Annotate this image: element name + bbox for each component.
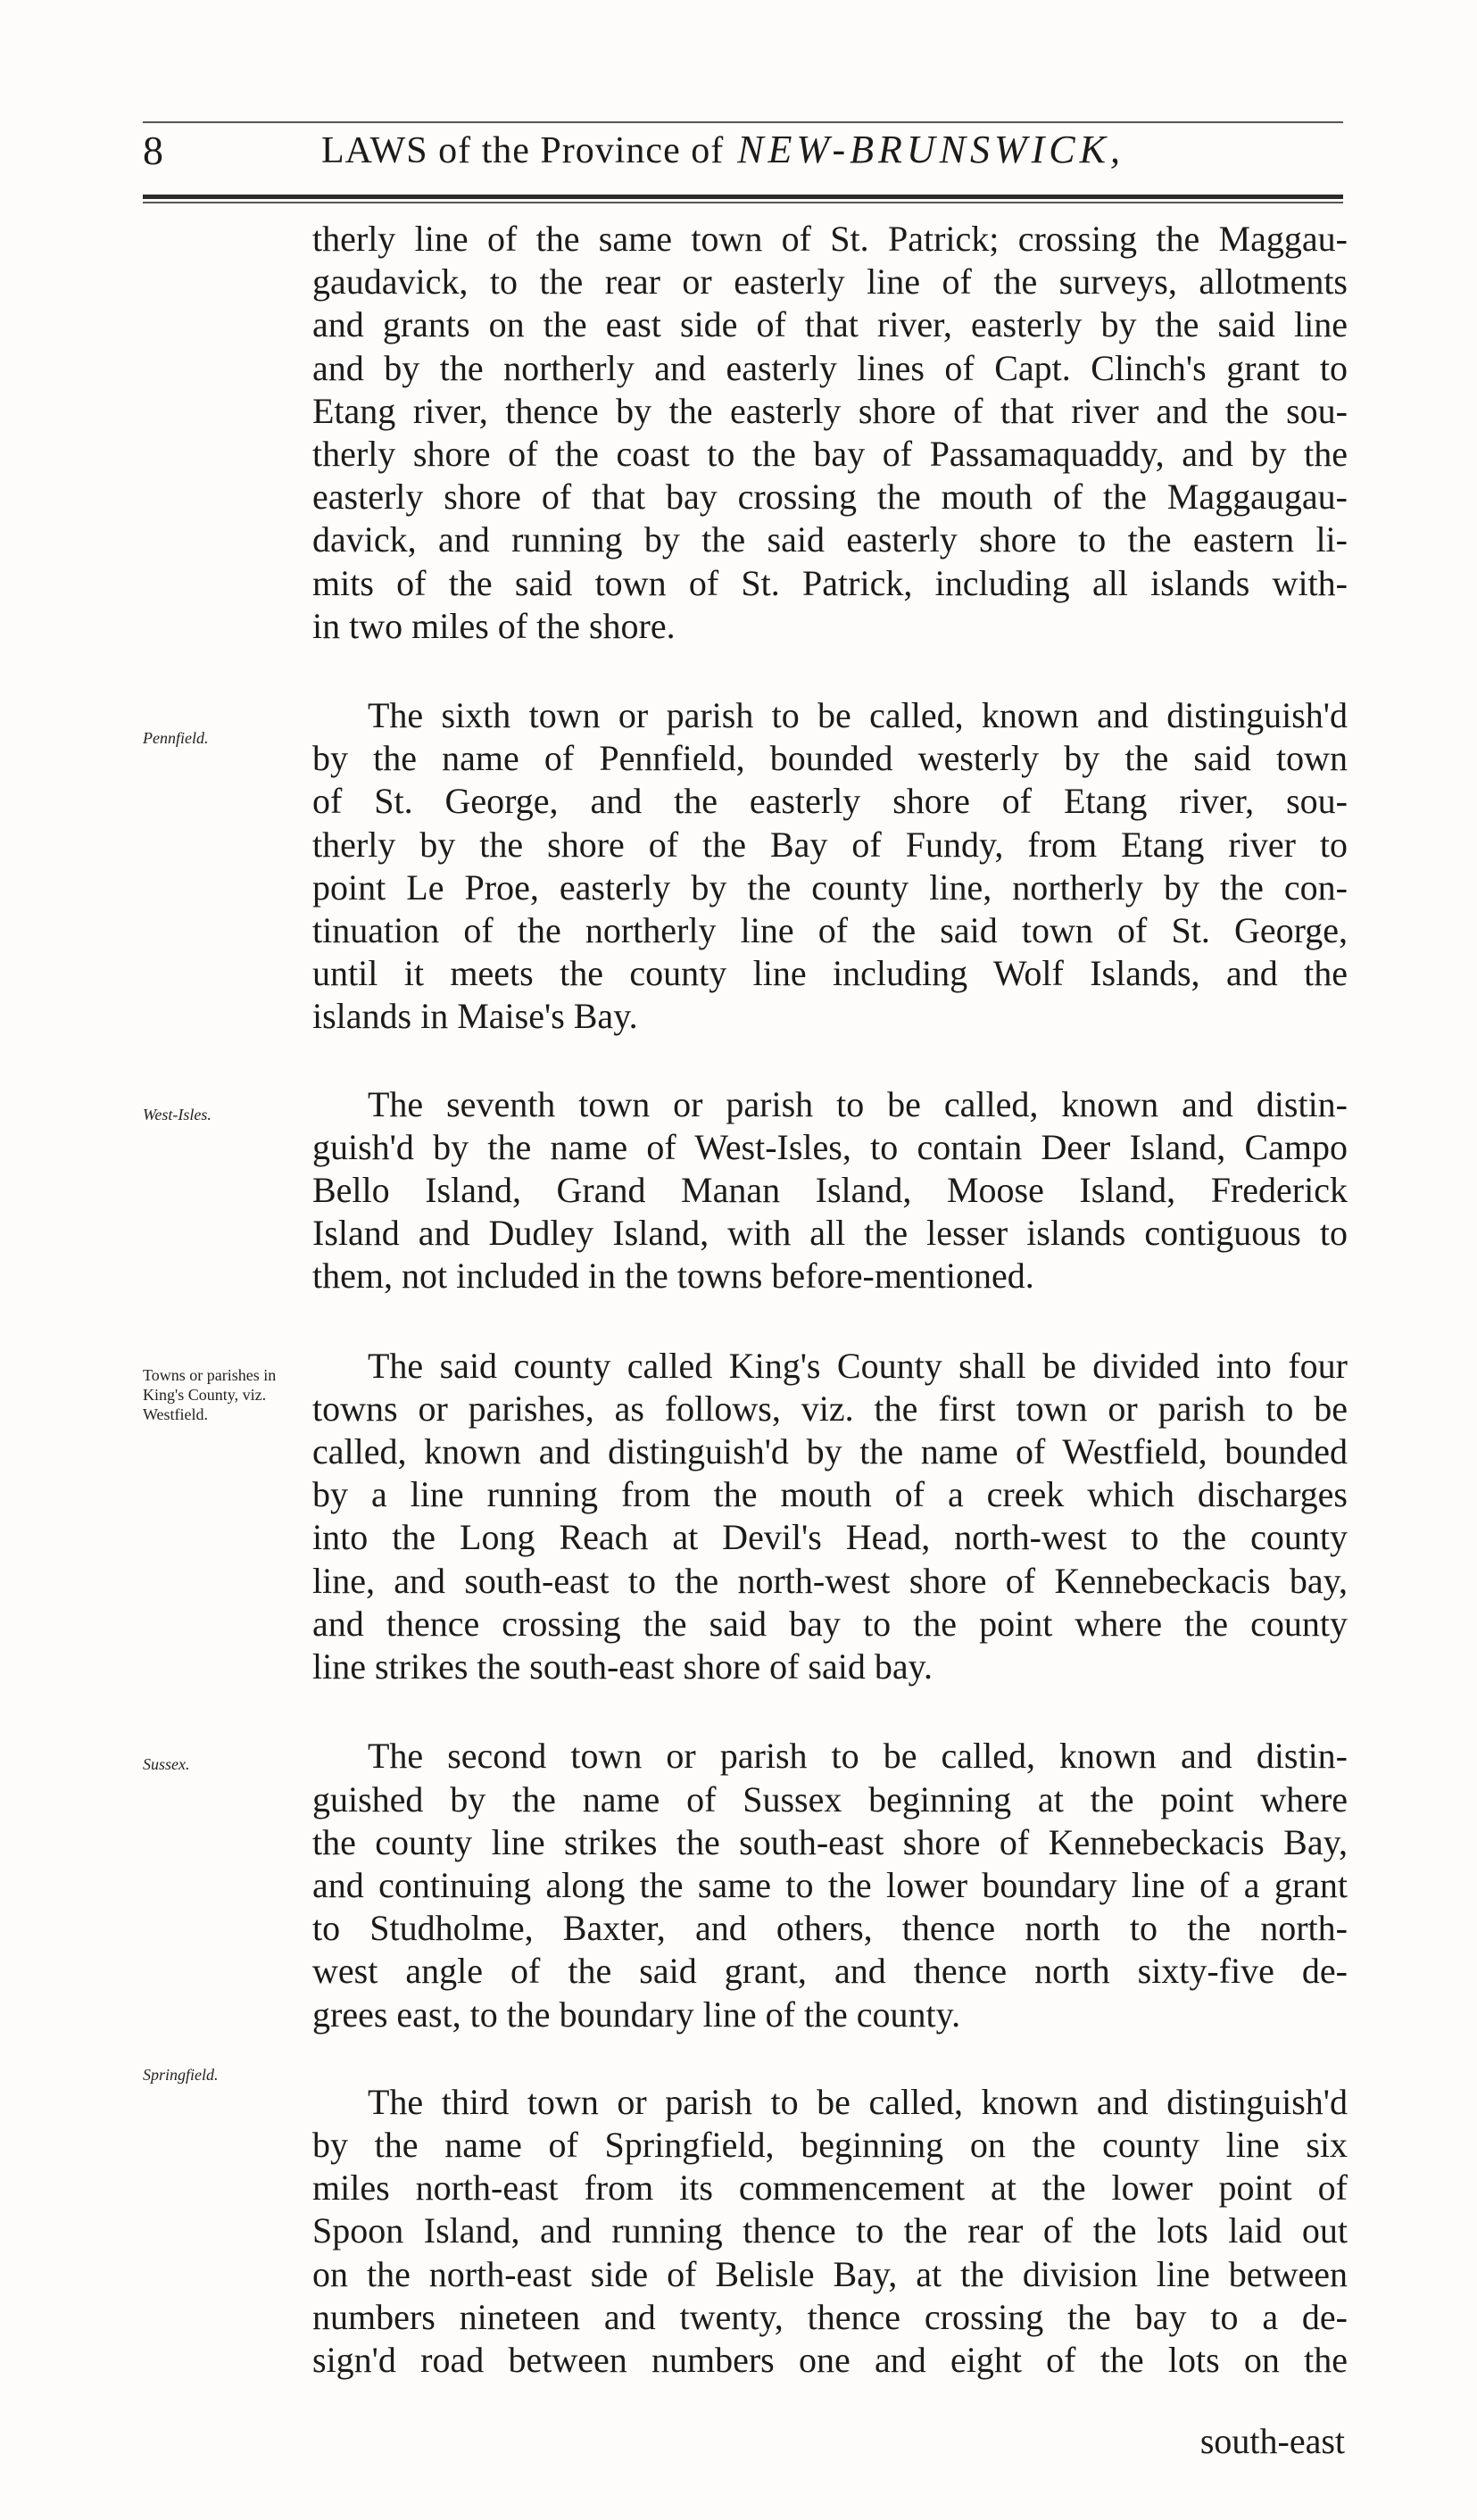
text-line: guished by the name of Sussex beginning at the point where <box>312 1778 1348 1820</box>
text-line: the county line strikes the south-east shore of Kennebeckacis Bay, <box>312 1821 1348 1862</box>
text-line: by the name of Pennfield, bounded westerly by the said town <box>312 738 1348 779</box>
paragraph-west-isles <box>312 1083 1348 1298</box>
page-header <box>143 127 1343 180</box>
text-line: west angle of the said grant, and thence north sixty-five de- <box>312 1951 1348 1992</box>
text-line: on the north-east side of Belisle Bay, at the division line between <box>312 2253 1348 2294</box>
text-line: in two miles of the shore. <box>312 605 676 646</box>
text-line: them, not included in the towns before-mentioned. <box>312 1256 1034 1297</box>
paragraph-st-patrick-continued <box>312 218 1348 648</box>
text-line: grees east, to the boundary line of the county. <box>312 1994 961 2035</box>
text-line: davick, and running by the said easterly shore to the eastern li- <box>312 519 1348 560</box>
text-line: by a line running from the mouth of a creek which discharges <box>312 1474 1348 1515</box>
text-line: easterly shore of that bay crossing the mouth of the Maggaugau- <box>312 477 1348 518</box>
paragraph-springfield <box>312 2081 1348 2382</box>
text-line: numbers nineteen and twenty, thence crossing the bay to a de- <box>312 2296 1348 2337</box>
margin-note-pennfield: Pennfield. <box>143 729 209 747</box>
text-line: until it meets the county line including Wolf Islands, and the <box>312 953 1348 994</box>
paragraph-kings-county-westfield <box>312 1345 1348 1689</box>
catchword: south-east <box>1199 2421 1345 2461</box>
text-line: Etang river, thence by the easterly shore of that river and the sou- <box>312 390 1348 431</box>
header-rule-thin <box>143 202 1343 203</box>
text-line: line strikes the south-east shore of said bay. <box>312 1646 933 1687</box>
text-line: The third town or parish to be called, known and distinguish'd <box>368 2081 1348 2122</box>
paragraph-pennfield <box>312 694 1348 1039</box>
header-rule <box>143 195 1343 199</box>
text-line: tinuation of the northerly line of the said town of St. George, <box>312 910 1348 951</box>
text-line: and thence crossing the said bay to the point where the county <box>312 1603 1348 1644</box>
text-line: guish'd by the name of West-Isles, to contain Deer Island, Campo <box>312 1126 1348 1167</box>
text-line: of St. George, and the easterly shore of Etang river, sou- <box>312 781 1348 822</box>
text-line: Spoon Island, and running thence to the rear of the lots laid out <box>312 2210 1348 2251</box>
text-line: by the name of Springfield, beginning on the county line six <box>312 2124 1348 2165</box>
text-line: gaudavick, to the rear or easterly line of the surveys, allotments <box>312 261 1348 303</box>
text-line: therly by the shore of the Bay of Fundy, from Etang river to <box>312 824 1348 865</box>
text-line: and by the northerly and easterly lines of Capt. Clinch's grant to <box>312 347 1348 388</box>
text-line: called, known and distinguish'd by the name of Westfield, bounded <box>312 1431 1348 1472</box>
text-line: therly shore of the coast to the bay of Passamaquaddy, and by the <box>312 434 1348 475</box>
running-head <box>321 127 1124 172</box>
margin-note-west-isles: West-Isles. <box>143 1106 212 1123</box>
text-line: miles north-east from its commencement at the lower point of <box>312 2168 1348 2209</box>
text-line: Island and Dudley Island, with all the lesser islands contiguous to <box>312 1213 1348 1254</box>
text-line: to Studholme, Baxter, and others, thence north to the north- <box>312 1908 1348 1949</box>
text-line: therly line of the same town of St. Patrick; crossing the Maggau- <box>312 219 1348 259</box>
text-line: Bello Island, Grand Manan Island, Moose Island, Frederick <box>312 1170 1348 1211</box>
running-head-prefix: LAWS of the Province of <box>321 130 725 171</box>
text-line: mits of the said town of St. Patrick, including all islands with- <box>312 562 1348 603</box>
body-text <box>312 218 1348 2382</box>
header-rule-top <box>143 121 1343 123</box>
text-line: sign'd road between numbers one and eight of the lots on the <box>312 2339 1348 2380</box>
text-line: towns or parishes, as follows, viz. the first town or parish to be <box>312 1388 1348 1429</box>
text-line: point Le Proe, easterly by the county line, northerly by the con- <box>312 866 1348 908</box>
text-line: The sixth town or parish to be called, known and distinguish'd <box>368 695 1348 736</box>
text-line: and grants on the east side of that river, easterly by the said line <box>312 304 1348 345</box>
text-line: islands in Maise's Bay. <box>312 996 638 1037</box>
running-head-province: NEW-BRUNSWICK, <box>737 128 1124 171</box>
margin-note-sussex: Sussex. <box>143 1755 190 1773</box>
text-line: The said county called King's County shall be divided into four <box>368 1345 1348 1386</box>
margin-note-kings-county: Towns or parishes in King's County, viz. Westfield. <box>143 1366 277 1423</box>
margin-note-springfield: Springfield. <box>143 2066 219 2084</box>
text-line: into the Long Reach at Devil's Head, north-west to the county <box>312 1517 1348 1558</box>
text-line: and continuing along the same to the lower boundary line of a grant <box>312 1864 1348 1905</box>
text-line: The second town or parish to be called, known and distin- <box>368 1736 1348 1777</box>
paragraph-sussex <box>312 1735 1348 2035</box>
page-number: 8 <box>143 128 163 173</box>
text-line: The seventh town or parish to be called, known and distin- <box>368 1083 1348 1124</box>
text-line: line, and south-east to the north-west shore of Kennebeckacis bay, <box>312 1560 1348 1601</box>
